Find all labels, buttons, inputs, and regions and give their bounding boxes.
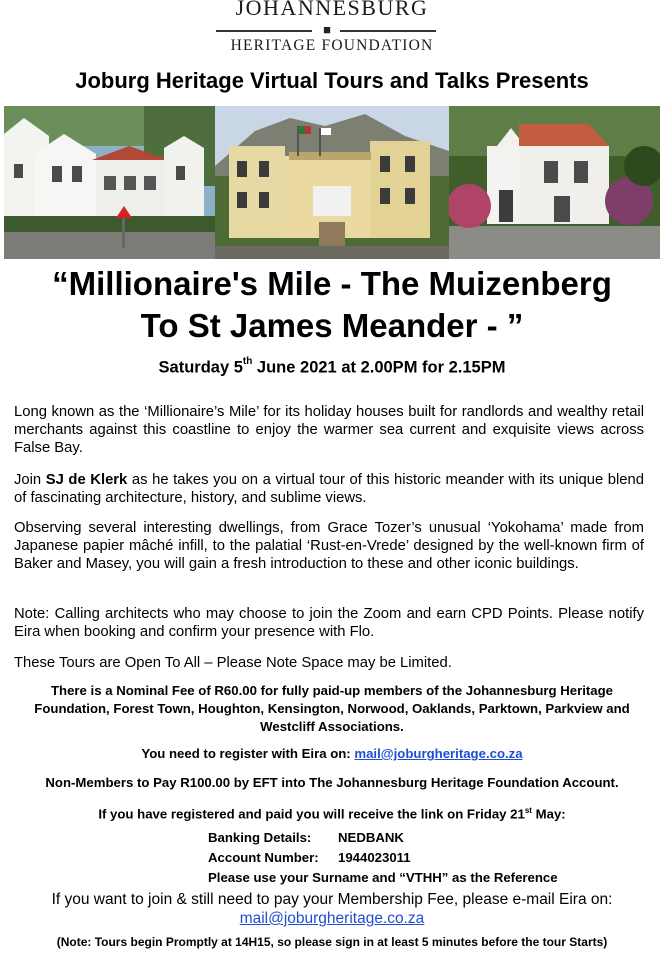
bank-row: [208, 828, 558, 848]
register-email-link[interactable]: mail@joburgheritage.co.za: [354, 746, 523, 761]
intro-paragraph: Long known as the ‘Millionaire’s Mile’ for its holiday houses built for randlords and wealthy retail merchants against this coastline to enjoy the warmer sea current and exquisite views across False Bay.: [14, 404, 644, 456]
foundation-logo: [0, 0, 664, 58]
reference-row: Please use your Surname and “VTHH” as the Reference: [208, 870, 558, 885]
bank-label: Banking Details:: [208, 830, 312, 845]
logo-line-1: JOHANNESBURG: [235, 0, 429, 20]
register-line: [0, 745, 664, 763]
account-row: [208, 848, 558, 868]
event-date-pre: Saturday 5: [158, 358, 243, 377]
fee-notice: There is a Nominal Fee of R60.00 for fully paid-up members of the Johannesburg Heritage Foundation, Forest Town, Houghton, Kensington, Norwood, Oaklands, Parktown, Parkview and Westcliff Associations.: [34, 683, 630, 734]
logo-emblem-icon: ■: [323, 22, 331, 37]
guide-name: SJ de Klerk: [45, 472, 128, 488]
logo-line-2: HERITAGE FOUNDATION: [230, 37, 434, 54]
account-value: 1944023011: [338, 850, 411, 865]
logo-rule-right: [340, 30, 436, 32]
guide-paragraph: [14, 471, 644, 507]
paid-post: May:: [531, 806, 566, 822]
paid-sup: st: [524, 806, 532, 815]
event-title-line-1: “Millionaire's Mile - The Muizenberg: [52, 265, 612, 302]
guide-pre: Join: [14, 472, 46, 488]
event-title: [0, 263, 664, 347]
event-date-sup: th: [242, 356, 253, 367]
bank-value: NEDBANK: [338, 830, 404, 845]
account-label: Account Number:: [208, 850, 319, 865]
guide-post: as he takes you on a virtual tour of this historic meander with its unique blend of fascinating architecture, history, and sublime views.: [14, 472, 644, 506]
nonmembers-line: Non-Members to Pay R100.00 by EFT into The Johannesburg Heritage Foundation Account.: [45, 775, 619, 790]
cpd-note-paragraph: Note: Calling architects who may choose to join the Zoom and earn CPD Points. Please notify Eira when booking and confirm your presence with Flo.: [14, 606, 644, 640]
event-date-post: June 2021 at 2.00PM for 2.15PM: [252, 358, 506, 377]
membership-email-link[interactable]: mail@joburgheritage.co.za: [239, 910, 425, 927]
membership-line: [0, 890, 664, 928]
payment-link-line: [0, 802, 664, 823]
dwellings-paragraph: Observing several interesting dwellings, from Grace Tozer’s unusual ‘Yokohama’ made from Japanese papier mâché infill, to the palatial ‘Rust-en-Vrede’ designed by the well-known firm of Baker and Masey, you will gain a fresh introduction to these and other iconic buildings.: [14, 520, 644, 572]
banking-details: [208, 828, 558, 888]
presents-heading: Joburg Heritage Virtual Tours and Talks Presents: [75, 68, 589, 93]
photo-cottage: [449, 106, 660, 259]
photo-white-villa: [4, 106, 215, 259]
paid-pre: If you have registered and paid you will receive the link on Friday 21: [98, 806, 525, 822]
logo-rule-left: [216, 30, 312, 32]
event-date: [0, 358, 664, 378]
final-note: (Note: Tours begin Promptly at 14H15, so please sign in at least 5 minutes before the tour Starts): [56, 935, 608, 949]
membership-text: If you want to join & still need to pay your Membership Fee, please e-mail Eira on:: [51, 891, 613, 908]
register-text: You need to register with Eira on:: [141, 746, 355, 761]
open-to-all-paragraph: These Tours are Open To All – Please Note Space may be Limited.: [14, 655, 452, 671]
photo-manor-house: [215, 106, 449, 259]
event-title-line-2: To St James Meander - ”: [140, 307, 524, 344]
